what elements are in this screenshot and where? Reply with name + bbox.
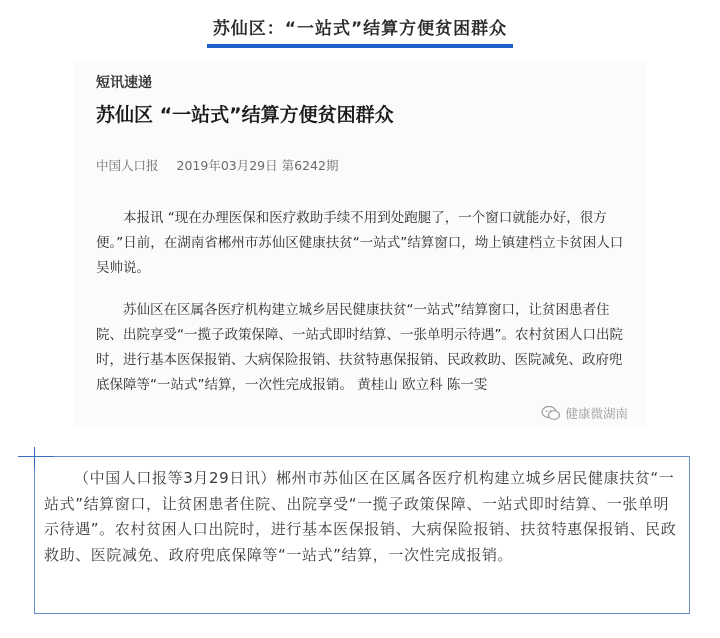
clip-paragraph: 苏仙区在区属各医疗机构建立城乡居民健康扶贫“一站式”结算窗口，让贫困患者住院、出院享受“一揽子政策保障、一站式即时结算、一张单明示待遇”。农村贫困人口出院时，进行基本医保报销、大病保险报销、扶贫特惠保报销、民政救助、医院减免、政府兜底保障等“一站式”结算，一次性完成报销。 黄桂山 欧立科 陈一雯 [96,302,623,393]
frame-corner-mark [34,447,35,469]
clip-headline: 苏仙区 “一站式”结算方便贫困群众 [96,104,394,126]
clip-issue: 第6242期 [281,158,339,173]
wechat-icon [541,405,561,421]
title-underline [207,44,513,48]
summary-text: （中国人口报等3月29日讯）郴州市苏仙区在区属各医疗机构建立城乡居民健康扶贫“一站式”结算窗口，让贫困患者住院、出院享受“一揽子政策保障、一站式即时结算、一张单明示待遇”。农村贫困人口出院时，进行基本医保报销、大病保险报销、扶贫特惠保报销、民政救助、医院减免、政府兜底保障等“一站式”结算，一次性完成报销。 [44,469,677,564]
clip-source: 中国人口报 [96,158,159,173]
watermark-text: 健康微湖南 [565,406,628,421]
clip-paragraph: 本报讯 “现在办理医保和医疗救助手续不用到处跑腿了，一个窗口就能办好，很方便。”日前，在湖南省郴州市苏仙区健康扶贫“一站式”结算窗口，坳上镇建档立卡贫困人口吴帅说。 [96,210,624,276]
clip-section-label: 短讯速递 [96,75,152,91]
watermark [541,404,628,422]
clip-meta [96,156,356,174]
frame-corner-mark [18,456,54,457]
clip-date: 2019年03月29日 [176,158,278,173]
newspaper-clipping [74,60,646,428]
page-title: 苏仙区：“一站式”结算方便贫困群众 [212,19,508,39]
